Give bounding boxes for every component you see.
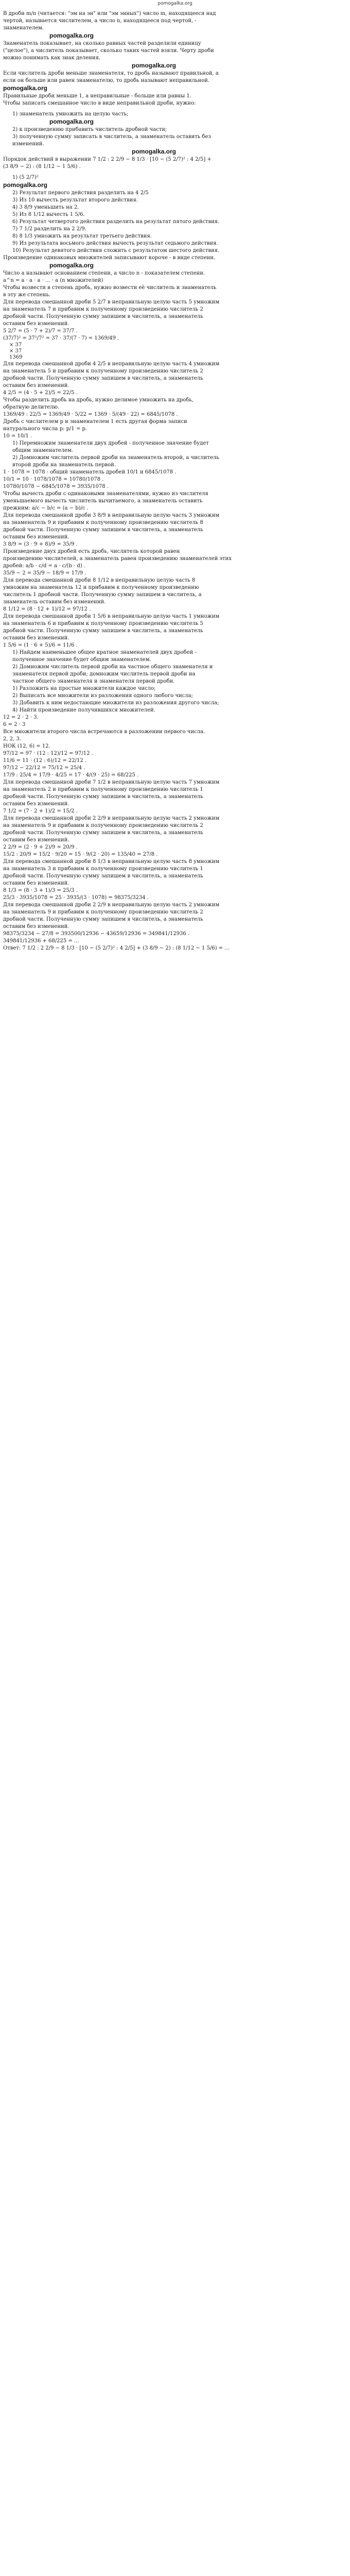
paragraph-line: умножим на знаменатель 12 и прибавим к полученному произведению — [3, 585, 199, 590]
paragraph-line: обратную делителю. — [3, 404, 60, 410]
list-item — [3, 692, 347, 700]
paragraph-line: 97/12 − 22/12 = 75/12 = 25/4 . — [3, 765, 85, 771]
list-item-text: 4) Найти произведение получившихся множителей. — [12, 707, 155, 713]
list-item-text: 8) 8 1/3 умножить на результат третьего действия. — [12, 233, 152, 239]
paragraph-line: оставим без изменений. — [3, 801, 69, 807]
paragraph-line: 12 = 2 · 2 · 3. — [3, 715, 39, 720]
list-item-text: 2) Домножим числитель первой дроби на частное общего знаменателя и — [12, 664, 213, 670]
list-item — [3, 664, 347, 671]
paragraph-line: 3 8/9 = (3 · 9 + 8)/9 = 35/9 . — [3, 541, 78, 547]
paragraph-line: Для перевода смешанной дроби 7 1/2 в неправильную целую часть 7 умножим — [3, 779, 220, 785]
paragraph-line: Правильные дроби меньше 1, а неправильные - больше или равны 1. — [3, 93, 191, 99]
list-item-text: 3) Добавить к ним недостающие множители из разложения другого числа; — [12, 700, 219, 706]
paragraph-line: 349841/12936 + 68/225 = ... — [3, 938, 79, 944]
list-item-text: 7) 7 1/2 разделить на 2 2/9. — [12, 226, 86, 232]
paragraph-line: дробной части. Полученную сумму запишем в числитель, а знаменатель — [3, 527, 203, 533]
site-header: pomogalka.org — [157, 1, 192, 6]
list-item — [3, 700, 347, 707]
paragraph-line: дробей: a/b · c/d = a · c/(b · d) . — [3, 563, 86, 569]
paragraph-line: 35/9 − 2 = 35/9 − 18/9 = 17/9 . — [3, 570, 86, 576]
list-item-text: 1) Разложить на простые множители каждое число; — [12, 686, 156, 691]
paragraph-line: на знаменатель 9 и прибавим к полученному произведению числитель 2 — [3, 823, 203, 828]
list-item-text: 2) Выписать все множители из разложения одного любого числа; — [12, 693, 193, 699]
paragraph-line: 11/6 = 11 · (12 : 6)/12 = 22/12 . — [3, 758, 87, 764]
column-calculation: 1369 — [9, 354, 23, 360]
paragraph-line: оставим без изменений. — [3, 924, 69, 929]
paragraph-line: ("целое"), а числитель показывает, сколько таких частей взяли. Черту дроби — [3, 48, 214, 54]
list-item — [3, 454, 347, 462]
list-item — [3, 133, 347, 141]
paragraph-line: Число a называют основанием степени, а число n - показателем степени. — [3, 270, 205, 276]
paragraph-line: оставим без изменений. — [3, 321, 69, 327]
paragraph-line: дробной части. Полученную сумму запишем в числитель, а знаменатель — [3, 376, 203, 381]
paragraph-line: если он больше или равен знаменателю, то дробь называют неправильной. — [3, 78, 209, 83]
paragraph-line: 10/1 = 10 · 1078/1078 = 10780/1078 . — [3, 477, 104, 482]
watermark: pomogalka.org — [3, 84, 48, 92]
list-item — [3, 190, 347, 197]
paragraph-line: 10780/1078 − 6845/1078 = 3935/1078 . — [3, 484, 109, 489]
paragraph-line: 8 1/3 = (8 · 3 + 1)/3 = 25/3 . — [3, 888, 78, 893]
watermark: pomogalka.org — [49, 32, 94, 39]
list-item — [3, 247, 347, 255]
list-item-text: 1) Найдем наименьшее общее кратное знаменателей двух дробей - — [12, 650, 197, 655]
paragraph-line: Для перевода смешанной дроби 4 2/5 в неправильную целую часть 4 умножим — [3, 361, 220, 367]
list-item — [3, 685, 347, 692]
paragraph-line: Порядок действий в выражении 7 1/2 : 2 2/9 − 8 1/3 · [10 − (5 2/7)² : 4 2/5] + — [3, 157, 212, 162]
list-item-continuation: частное общего знаменателя и знаменателя первой дроби. — [12, 679, 175, 684]
paragraph-line: 6 = 2 · 3 — [3, 722, 26, 727]
paragraph-line: 2, 2, 3. — [3, 736, 21, 742]
list-item-text: 6) Результат четвертого действия разделить на результат пятого действия. — [12, 219, 220, 225]
paragraph-line: Чтобы записать смешанное число в виде неправильной дроби, нужно: — [3, 100, 196, 106]
paragraph-line: знаменатель оставим без изменений. — [3, 599, 106, 605]
paragraph-line: 1 5/6 = (1 · 6 + 5)/6 = 11/6 . — [3, 642, 78, 648]
paragraph-line: Произведение одинаковых множителей записывают короче - в виде степени. — [3, 255, 216, 261]
paragraph-line: Чтобы вычесть дроби с одинаковыми знаменателями, нужно из числителя — [3, 491, 208, 497]
paragraph-line: Чтобы возвести в степень дробь, нужно возвести её числитель и знаменатель — [3, 285, 217, 291]
paragraph-line: Знаменатель показывает, на сколько равных частей разделили единицу — [3, 41, 201, 46]
paragraph-line: 17/9 : 25/4 = 17/9 · 4/25 = 17 · 4/(9 · 25) = 68/225 . — [3, 772, 139, 778]
list-item-continuation: знаменателя первой дроби; домножим числитель первой дроби на — [12, 671, 196, 677]
paragraph-line: можно понимать как знак деления. — [3, 55, 101, 61]
list-item-text: 10) Результат девятого действия сложить с результатом шестого действия. — [12, 248, 220, 253]
paragraph-line: на знаменатель 2 и прибавим к полученному произведению числитель 1 — [3, 787, 203, 792]
paragraph-line: 1369/49 : 22/5 = 1369/49 · 5/22 = 1369 · 5/(49 · 22) = 6845/1078 . — [3, 412, 178, 417]
list-item-continuation: изменений. — [12, 141, 44, 147]
list-item-text: 1) (5 2/7)² — [12, 175, 39, 180]
paragraph-line: 4 2/5 = (4 · 5 + 2)/5 = 22/5 . — [3, 390, 78, 396]
paragraph-line: a^n = a · a · a · ... · a (n множителей) — [3, 278, 103, 283]
paragraph-line: Для перевода смешанной дроби 2 2/9 в неправильную целую часть 2 умножим — [3, 816, 220, 821]
paragraph-line: на знаменатель 7 и прибавим к полученному произведению числитель 2 — [3, 307, 203, 312]
list-item — [3, 126, 347, 133]
list-item-text: 5) Из 8 1/12 вычесть 1 5/6. — [12, 212, 85, 217]
list-item-text: 2) Домножим числитель первой дроби на знаменатель второй, а числитель — [12, 455, 219, 461]
list-item-text: 3) полученную сумму записать в числитель, а знаменатель оставить без — [12, 134, 211, 140]
paragraph-line: Чтобы разделить дробь на дробь, нужно делимое умножить на дробь, — [3, 397, 194, 403]
list-item-text: 2) Результат первого действия разделить на 4 2/5 — [12, 190, 149, 196]
paragraph-line: в эту же степень. — [3, 292, 51, 298]
list-item — [3, 218, 347, 226]
paragraph-line: оставим без изменений. — [3, 534, 69, 540]
paragraph-line: Ответ: 7 1/2 : 2 2/9 − 8 1/3 · [10 − (5 2/7)² : 4 2/5] + (3 8/9 − 2) : (8 1/12 − 1 5/6) = ... — [3, 945, 230, 951]
list-item — [3, 233, 347, 240]
paragraph-line: оставим без изменений. — [3, 880, 69, 886]
paragraph-line: оставим без изменений. — [3, 635, 69, 641]
paragraph-line: дробной части. Полученную сумму запишем в числитель, а знаменатель — [3, 794, 203, 800]
paragraph-line: Если числитель дроби меньше знаменателя, то дробь называют правильной, а — [3, 71, 219, 76]
paragraph-line: Для перевода смешанной дроби 2 2/9 в неправильную целую часть 2 умножим — [3, 902, 220, 908]
paragraph-line: Для перевода смешанной дроби 8 1/3 в неправильную целую часть 8 умножим — [3, 859, 220, 865]
paragraph-line: 25/3 · 3935/1078 = 25 · 3935/(3 · 1078) = 98375/3234 . — [3, 895, 149, 901]
solution-content — [0, 10, 350, 952]
paragraph-line: В дроби m/n (читается: "эм на эн" или "эм энных") число m, находящееся над — [3, 11, 216, 16]
list-item-text: 2) к произведению прибавить числитель дробной части; — [12, 127, 167, 132]
paragraph-line: 10 = 10/1 . — [3, 433, 32, 439]
paragraph-line: числитель 1 дробной части. Полученную сумму запишем в числитель, а — [3, 592, 202, 598]
list-item — [3, 174, 347, 181]
paragraph-line: знаменателем. — [3, 25, 44, 31]
paragraph-line: на знаменатель 5 и прибавим к полученному произведению числитель 2 — [3, 368, 203, 374]
paragraph-line: на знаменатель 6 и прибавим к полученному произведению числитель 5 — [3, 621, 203, 626]
list-item-text: 4) 3 8/9 уменьшить на 2. — [12, 205, 79, 210]
list-item-continuation: второй дроби на знаменатель первой. — [12, 462, 116, 468]
paragraph-line: 5 2/7 = (5 · 7 + 2)/7 = 37/7 . — [3, 328, 78, 334]
watermark: pomogalka.org — [49, 118, 94, 125]
column-calculation: × 37 — [9, 348, 22, 354]
paragraph-line: оставим без изменений. — [3, 383, 69, 388]
paragraph-line: уменьшаемого вычесть числитель вычитаемого, а знаменатель оставить — [3, 498, 203, 504]
paragraph-line: НОК (12, 6) = 12. — [3, 743, 50, 749]
paragraph-line: Для перевода смешанной дроби 3 8/9 в неправильную целую часть 3 умножим — [3, 513, 220, 518]
paragraph-line: прежним: a/c − b/c = (a − b)/c . — [3, 505, 89, 511]
paragraph-line: Дробь с числителем p и знаменателем 1 есть другая форма записи — [3, 419, 187, 425]
paragraph-line: 97/12 = 97 · (12 : 12)/12 = 97/12 . — [3, 751, 93, 756]
paragraph-line: Все множители второго числа встречаются в разложении первого числа. — [3, 729, 205, 735]
paragraph-line: (37/7)² = 37²/7² = 37 · 37/(7 · 7) = 1369/49 . — [3, 335, 119, 341]
paragraph-line: 15/2 : 20/9 = 15/2 · 9/20 = 15 · 9/(2 · 20) = 135/40 = 27/8 . — [3, 852, 158, 857]
list-item — [3, 226, 347, 233]
watermark: pomogalka.org — [49, 262, 94, 269]
list-item-text: 3) Из 10 вычесть результат второго действия. — [12, 197, 138, 203]
paragraph-line: дробной части. Полученную сумму запишем в числитель, а знаменатель — [3, 830, 203, 836]
paragraph-line: на знаменатель 3 и прибавим к полученному произведению числитель 1 — [3, 866, 203, 872]
paragraph-line: произведению числителей, а знаменатель равен произведению знаменателей этих — [3, 556, 232, 562]
paragraph-line: дробной части. Полученную сумму запишем в числитель, а знаменатель — [3, 314, 203, 319]
paragraph-line: Для перевода смешанной дроби 5 2/7 в неправильную целую часть 5 умножим — [3, 299, 220, 305]
spacer — [3, 107, 347, 111]
watermark: pomogalka.org — [132, 62, 177, 69]
list-item-text: 1) Перемножим знаменатели двух дробей - полученное значение будет — [12, 440, 209, 446]
list-item — [3, 707, 347, 714]
paragraph-line: оставим без изменений. — [3, 837, 69, 843]
paragraph-line: чертой, называется числителем, а число n, находящееся под чертой, - — [3, 18, 197, 24]
paragraph-line: дробной части. Полученную сумму запишем в числитель, а знаменатель — [3, 917, 203, 922]
list-item — [3, 204, 347, 211]
paragraph-line: Для перевода смешанной дроби 8 1/12 в неправильную целую часть 8 — [3, 578, 196, 583]
list-item — [3, 111, 347, 118]
paragraph-line: Произведение двух дробей есть дробь, числитель которой равен — [3, 549, 180, 554]
paragraph-line: на знаменатель 9 и прибавим к полученному произведению числитель 8 — [3, 520, 203, 526]
paragraph-line: (3 8/9 − 2) : (8 1/12 − 1 5/6) . — [3, 164, 81, 170]
watermark: pomogalka.org — [132, 148, 177, 155]
spacer — [3, 171, 347, 174]
paragraph-line: Для перевода смешанной дроби 1 5/6 в неправильную целую часть 1 умножим — [3, 614, 220, 619]
list-item — [3, 197, 347, 204]
list-item-continuation: полученное значение будет общим знаменателем. — [12, 657, 151, 663]
paragraph-line: дробной части. Полученную сумму запишем в числитель, а знаменатель — [3, 873, 203, 879]
paragraph-line: 98375/3234 − 27/8 = 393500/12936 − 43659/12936 = 349841/12936 . — [3, 931, 190, 937]
paragraph-line: 2 2/9 = (2 · 9 + 2)/9 = 20/9 . — [3, 844, 78, 850]
list-item-text: 1) знаменатель умножить на целую часть; — [12, 111, 129, 117]
list-item-continuation: общим знаменателем. — [12, 448, 74, 453]
paragraph-line: 8 1/12 = (8 · 12 + 1)/12 = 97/12 . — [3, 606, 91, 612]
list-item-text: 9) Из результата восьмого действия вычесть результат седьмого действия. — [12, 241, 218, 246]
paragraph-line: 7 1/2 = (7 · 2 + 1)/2 = 15/2 . — [3, 808, 78, 814]
watermark: pomogalka.org — [3, 181, 48, 189]
list-item — [3, 211, 347, 218]
column-calculation: × 37 — [9, 342, 22, 348]
list-item — [3, 440, 347, 447]
list-item — [3, 240, 347, 247]
paragraph-line: 1 · 1078 = 1078 - общий знаменатель дробей 10/1 и 6845/1078 . — [3, 469, 177, 475]
paragraph-line: дробной части. Полученную сумму запишем в числитель, а знаменатель — [3, 628, 203, 634]
paragraph-line: натурального числа p: p/1 = p. — [3, 426, 87, 432]
paragraph-line: на знаменатель 9 и прибавим к полученному произведению числитель 2 — [3, 909, 203, 915]
list-item — [3, 649, 347, 656]
